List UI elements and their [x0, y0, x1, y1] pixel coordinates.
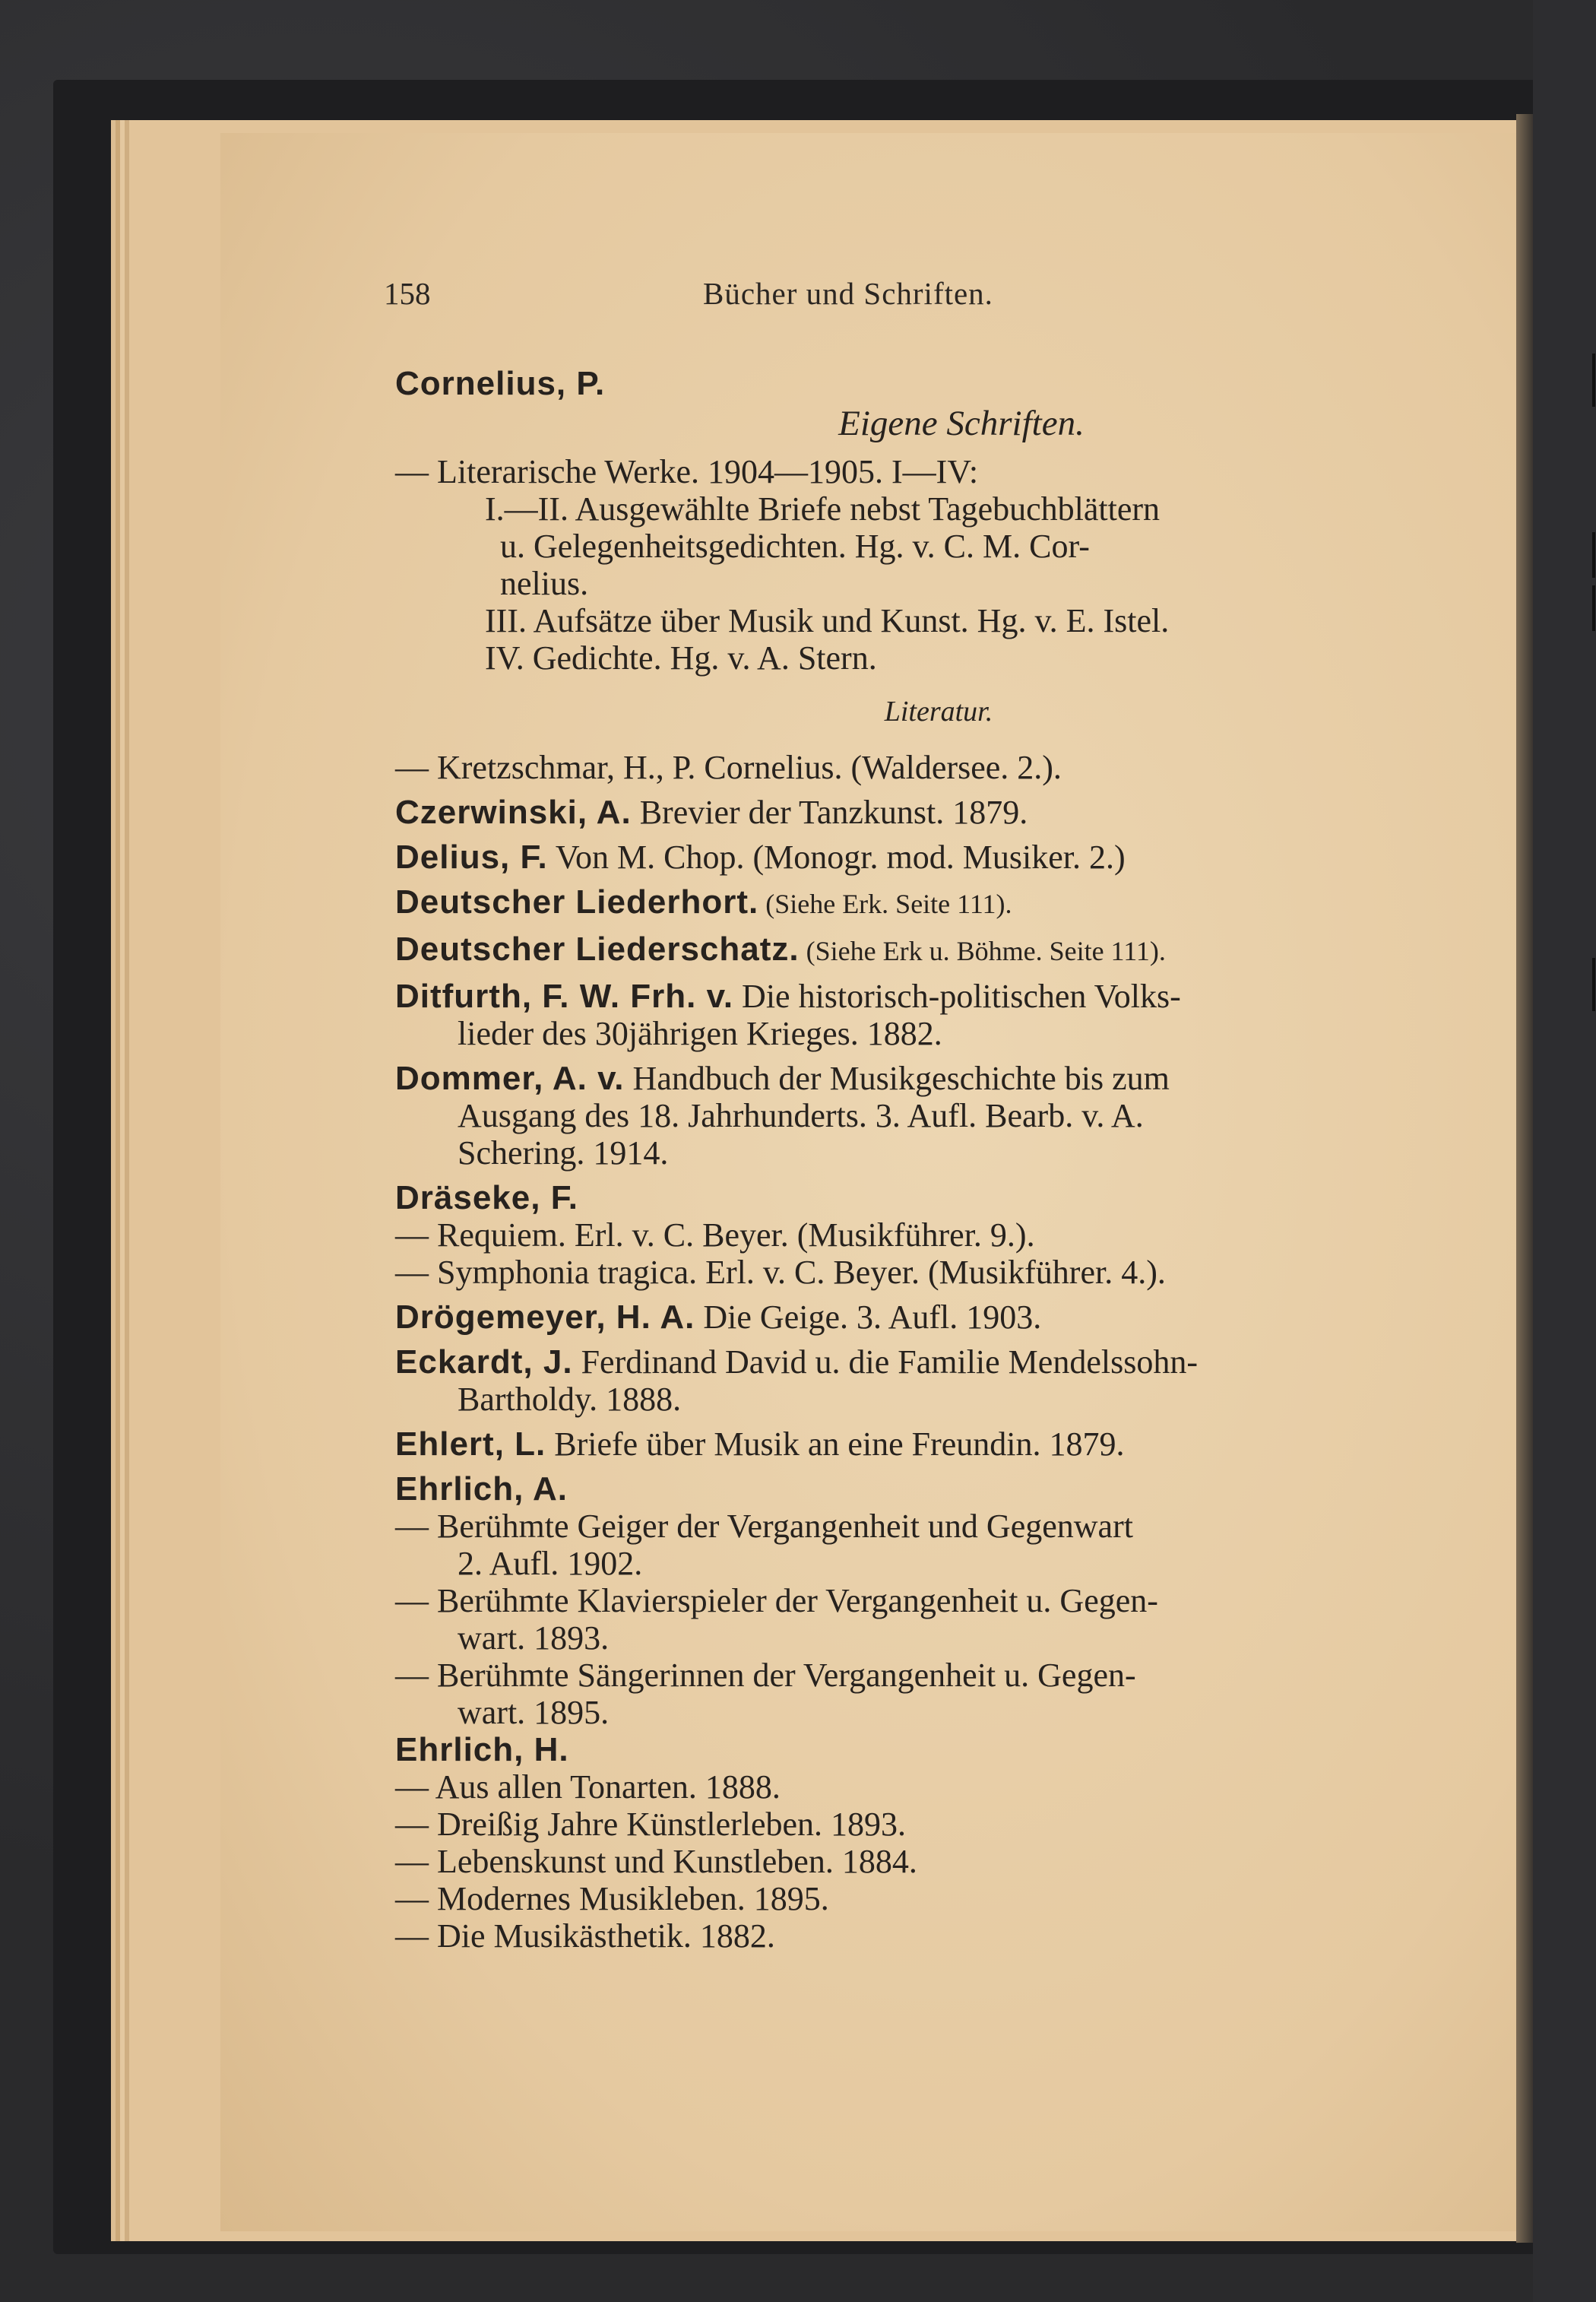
entry-text: Die historisch-politischen Volks-: [733, 978, 1181, 1015]
entry: [395, 794, 1406, 831]
works-line: — Literarische Werke. 1904—1905. I—IV:: [395, 453, 979, 490]
entry-heading: Deutscher Liederhort.: [395, 883, 759, 921]
entry-text: Brevier der Tanzkunst. 1879.: [631, 794, 1028, 831]
section-title-literature: Literatur.: [884, 696, 993, 728]
entry-heading: Ditfurth, F. W. Frh. v.: [395, 978, 734, 1015]
dash-item: — Berühmte Klavierspieler der Vergangenheit u. Gegen-: [395, 1582, 1158, 1619]
entry-heading-ehrlich-h: Ehrlich, H.: [395, 1731, 569, 1768]
entry-heading: Eckardt, J.: [395, 1343, 573, 1381]
entry: [395, 1425, 1406, 1463]
entry-text: Ferdinand David u. die Familie Mendelssohn-: [572, 1343, 1198, 1381]
entry-heading-draeseke: Dräseke, F.: [395, 1179, 578, 1216]
entry: [395, 1060, 1406, 1097]
entry-text: (Siehe Erk u. Böhme. Seite 111).: [799, 936, 1166, 966]
edge-mark: [1592, 354, 1595, 407]
entry-heading: Deutscher Liederschatz.: [395, 931, 800, 968]
entry-text: Die Geige. 3. Aufl. 1903.: [695, 1298, 1042, 1336]
entry-text: Handbuch der Musikgeschichte bis zum: [624, 1060, 1170, 1097]
entry-continuation: Ausgang des 18. Jahrhunderts. 3. Aufl. Bearb. v. A.: [458, 1097, 1144, 1134]
entry: [395, 839, 1406, 876]
dash-item: — Lebenskunst und Kunstleben. 1884.: [395, 1843, 917, 1880]
dash-item-continuation: wart. 1895.: [458, 1694, 610, 1731]
entry-heading: Delius, F.: [395, 839, 548, 876]
dash-item-continuation: wart. 1893.: [458, 1619, 610, 1657]
literature-line: — Kretzschmar, H., P. Cornelius. (Waldersee. 2.).: [395, 749, 1062, 786]
entry-heading: Dommer, A. v.: [395, 1060, 625, 1097]
entry: [395, 883, 1406, 923]
entry-continuation: lieder des 30jährigen Krieges. 1882.: [458, 1015, 942, 1052]
dash-item: — Dreißig Jahre Künstlerleben. 1893.: [395, 1806, 907, 1843]
dash-item: — Berühmte Sängerinnen der Vergangenheit u. Gegen-: [395, 1657, 1136, 1694]
volume-line-continuation: u. Gelegenheitsgedichten. Hg. v. C. M. Cor-: [500, 528, 1090, 565]
entry: [395, 1343, 1406, 1381]
dash-item: — Aus allen Tonarten. 1888.: [395, 1768, 781, 1806]
entry-text: Von M. Chop. (Monogr. mod. Musiker. 2.): [547, 839, 1126, 876]
entry-heading: Ehlert, L.: [395, 1425, 546, 1463]
dash-item: — Requiem. Erl. v. C. Beyer. (Musikführer. 9.).: [395, 1216, 1035, 1254]
entry: [395, 931, 1406, 970]
page-number: 158: [384, 276, 431, 311]
entry: [395, 1298, 1406, 1336]
page-gutter: [1516, 114, 1533, 2243]
dash-item: — Die Musikästhetik. 1882.: [395, 1917, 775, 1955]
volume-line-continuation: nelius.: [500, 565, 589, 602]
volume-line: IV. Gedichte. Hg. v. A. Stern.: [485, 639, 877, 677]
entry-continuation: Schering. 1914.: [458, 1134, 669, 1172]
edge-mark: [1592, 532, 1595, 578]
section-title-own-writings: Eigene Schriften.: [838, 404, 1085, 443]
bibliography-content: [395, 365, 1406, 1955]
entry-heading: Czerwinski, A.: [395, 794, 632, 831]
page-header: [384, 275, 1402, 321]
edge-mark: [1592, 585, 1595, 631]
entry-heading: Drögemeyer, H. A.: [395, 1298, 695, 1336]
dash-item-continuation: 2. Aufl. 1902.: [458, 1545, 643, 1582]
dash-item: — Modernes Musikleben. 1895.: [395, 1880, 829, 1917]
facing-page-edge: [1533, 0, 1596, 2302]
running-head: Bücher und Schriften.: [703, 276, 993, 311]
volume-line: I.—II. Ausgewählte Briefe nebst Tagebuchblättern: [485, 490, 1161, 528]
entry-heading-cornelius: Cornelius, P.: [395, 365, 606, 402]
dash-item: — Berühmte Geiger der Vergangenheit und Gegenwart: [395, 1508, 1133, 1545]
entry-heading-ehrlich-a: Ehrlich, A.: [395, 1470, 568, 1508]
entry-continuation: Bartholdy. 1888.: [458, 1381, 682, 1418]
entry: [395, 978, 1406, 1015]
dash-item: — Symphonia tragica. Erl. v. C. Beyer. (Musikführer. 4.).: [395, 1254, 1166, 1291]
entry-text: (Siehe Erk. Seite 111).: [758, 889, 1012, 919]
volume-line: III. Aufsätze über Musik und Kunst. Hg. v. E. Istel.: [485, 602, 1170, 639]
entry-text: Briefe über Musik an eine Freundin. 1879.: [546, 1425, 1125, 1463]
edge-mark: [1592, 958, 1595, 1011]
